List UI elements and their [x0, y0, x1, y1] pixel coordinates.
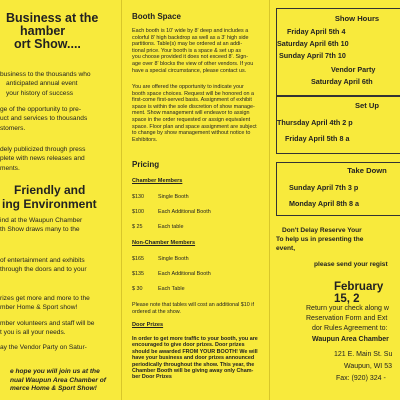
text-line: mber Home & Sport show!	[0, 304, 78, 312]
price-row	[132, 286, 185, 294]
setup-line: Friday April 5th 8 a	[285, 134, 350, 143]
text-line: rizes get more and more to the	[0, 295, 90, 302]
vendor-party-label: Vendor Party	[331, 65, 376, 74]
text-line: mber volunteers and staff will be	[0, 320, 95, 327]
text-line: uct and services to thousands	[0, 115, 88, 123]
publicized-paragraph	[0, 145, 120, 173]
middle-panel	[124, 0, 268, 400]
text-line: Each booth is 10' wide by 8' deep and includes a	[132, 28, 249, 34]
text-line: ment. Show management will endeavor to assign	[132, 110, 250, 117]
text-line: tional price. Your booth is a space & set up as	[132, 47, 242, 54]
text-line: through the doors and to your	[0, 266, 87, 274]
text-line: you choose provided it does not exceed 8'. Sign-	[132, 54, 249, 61]
text-line: periodically throughout the show. This year, the	[132, 361, 255, 368]
text-line: ber Door Prizes	[132, 374, 172, 381]
price-amount: $ 25	[132, 224, 143, 230]
text-line: age over 8' blocks the view of other vendors. If you	[132, 60, 254, 67]
text-line: business to the thousands who	[0, 71, 91, 78]
deadline-date: February 15, 2	[334, 281, 384, 305]
return-text-line: Return your check along w	[306, 305, 389, 312]
text-line: ordered at the show.	[132, 308, 181, 315]
heading-line: ort Show....	[14, 37, 81, 51]
text-line: ge of the opportunity to pre-	[0, 106, 82, 113]
price-amount: $130	[132, 194, 144, 200]
booth-description	[132, 28, 264, 74]
booth-space-title: Booth Space	[132, 12, 181, 21]
text-line: ay the Vendor Party on Satur-	[0, 344, 87, 351]
prizes-paragraph	[0, 294, 120, 313]
price-row	[132, 271, 211, 279]
heading-line: ing Environment	[2, 197, 97, 211]
price-amount: $135	[132, 271, 144, 277]
table-note	[132, 302, 264, 315]
takedown-line: Sunday April 7th 3 p	[289, 183, 359, 192]
setup-box	[276, 96, 400, 154]
text-line: stomers.	[0, 124, 26, 132]
text-line: of entertainment and exhibits	[0, 257, 85, 264]
entertain-paragraph	[0, 256, 120, 275]
left-heading	[0, 12, 120, 51]
show-hours-title: Show Hours	[334, 14, 380, 23]
text-line: merce Home & Sport Show!	[10, 385, 97, 393]
intro-paragraph	[0, 70, 120, 98]
chamber-members-title: Chamber Members	[132, 178, 183, 184]
right-panel	[272, 0, 400, 400]
takedown-box	[276, 162, 400, 216]
text-line: space is within the sole discretion of show manage-	[132, 103, 255, 110]
return-text-line: dor Rules Agreement to:	[312, 325, 388, 332]
price-amount: $165	[132, 256, 144, 262]
price-label: Single Booth	[158, 256, 189, 262]
price-label: Each Additional Booth	[158, 209, 211, 215]
left-panel	[0, 0, 120, 400]
text-line: ments.	[0, 164, 20, 172]
takedown-line: Monday April 8th 8 a	[289, 199, 360, 208]
advantage-paragraph	[0, 105, 120, 133]
text-line: booth space choices. Request will be honored on a	[132, 90, 254, 97]
text-line: th Show draws many to the	[0, 226, 80, 234]
price-row	[132, 256, 189, 264]
price-row	[132, 209, 211, 217]
text-line: space. Floor plan and space assignment are subject	[132, 123, 257, 130]
address-line: Waupun, WI 53	[344, 363, 392, 370]
price-label: Each table	[158, 224, 184, 230]
left-subheading	[0, 183, 97, 211]
vendor-party-date: Saturday April 6th	[311, 77, 373, 86]
text-line: colorful 8' high backdrop as well as a 3' high side	[132, 34, 249, 41]
fold-line-right	[269, 0, 270, 400]
show-hours-line: Friday April 5th 4	[287, 27, 346, 36]
heading-line: Business at the	[6, 11, 99, 25]
booth-choice-paragraph	[132, 84, 264, 143]
text-line: have your business and door prizes announced	[132, 355, 255, 362]
door-prizes-text	[132, 336, 264, 381]
text-line: Please note that tables will cost an additional $10 if	[132, 302, 254, 308]
dont-delay-line: event,	[276, 245, 296, 252]
door-prizes-title: Door Prizes	[132, 322, 164, 328]
non-members-title: Non-Chamber Members	[132, 240, 196, 246]
closing-invitation	[0, 368, 106, 394]
text-line: t you is all your needs.	[0, 329, 66, 337]
price-label: Each Table	[158, 286, 185, 292]
text-line: should be awarded FROM YOUR BOOTH! We will	[132, 348, 258, 355]
heading-line: Friendly and	[14, 183, 86, 197]
text-line: partitions. Table(s) may be ordered at an addi-	[132, 41, 243, 48]
setup-line: Thursday April 4th 2 p	[277, 118, 353, 127]
text-line: space in the order requested or assign equivalent	[132, 116, 251, 123]
price-label: Single Booth	[158, 194, 189, 200]
text-line: In order to get more traffic to your booth, you are	[132, 336, 258, 342]
text-line: dely publicized through press	[0, 146, 86, 153]
show-hours-line: Saturday April 6th 10	[277, 39, 349, 48]
text-line: to change by show management without notice to	[132, 130, 251, 137]
dont-delay-line: To help us in presenting the	[276, 236, 364, 243]
text-line: plete with news releases and	[0, 155, 85, 163]
text-line: first-come first-served basis. Assignment of exhibit	[132, 97, 252, 104]
text-line: You are offered the opportunity to indicate your	[132, 84, 244, 90]
price-row	[132, 224, 183, 232]
setup-title: Set Up	[354, 101, 380, 110]
party-paragraph	[0, 343, 120, 352]
pricing-title: Pricing	[132, 160, 160, 169]
volunteers-paragraph	[0, 319, 120, 338]
price-label: Each Additional Booth	[158, 271, 211, 277]
fax-line: Fax: (920) 324 -	[336, 375, 386, 382]
draw-paragraph	[0, 216, 120, 235]
text-line: Exhibitors.	[132, 136, 158, 143]
text-line: encouraged to give door prizes. Door prizes	[132, 342, 245, 349]
address-line: 121 E. Main St. Su	[334, 351, 393, 358]
organization-name: Waupun Area Chamber	[312, 336, 389, 343]
heading-line: hamber	[20, 24, 66, 38]
return-text-line: Reservation Form and Ext	[306, 315, 388, 322]
price-row	[132, 194, 189, 202]
show-hours-line: Sunday April 7th 10	[279, 51, 346, 60]
dont-delay-line: Don't Delay Reserve Your	[282, 227, 362, 234]
fold-line-left	[121, 0, 122, 400]
text-line: ind at the Waupun Chamber	[0, 217, 83, 224]
text-line: e hope you will join us at the	[10, 368, 100, 375]
price-amount: $100	[132, 209, 144, 215]
show-hours-box	[276, 8, 400, 96]
text-line: Chamber Booth will be giving away only Cham-	[132, 368, 254, 375]
dont-delay-line: please send your regist	[314, 261, 388, 268]
text-line: anticipated annual event	[6, 80, 78, 88]
price-amount: $ 30	[132, 286, 143, 292]
text-line: your history of success	[6, 89, 74, 97]
text-line: nual Waupun Area Chamber of	[10, 376, 106, 384]
text-line: have a special circumstance, please contact us.	[132, 67, 247, 74]
takedown-title: Take Down	[347, 166, 387, 175]
